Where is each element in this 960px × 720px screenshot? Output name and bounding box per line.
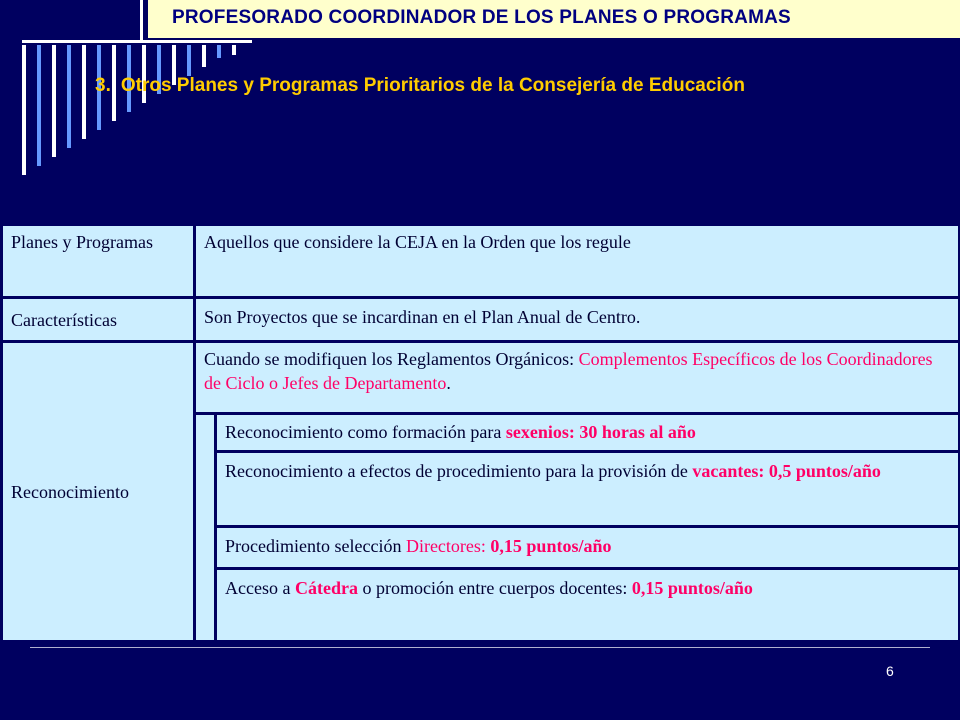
value-caracteristicas: Son Proyectos que se incardinan en el Plan Anual de Centro.: [196, 299, 958, 340]
intro-highlight: Complementos Específicos de los Coordinadores de Ciclo o Jefes de Departamento: [204, 349, 933, 393]
label-planes-programas: Planes y Programas: [3, 226, 193, 296]
reconocimiento-item-directores: Procedimiento selección Directores: 0,15 puntos/año: [217, 528, 958, 567]
footer-divider: [30, 647, 930, 648]
stripe: [82, 45, 86, 139]
stripe-vertical-bar: [140, 0, 143, 40]
stripe: [52, 45, 56, 157]
label-caracteristicas: Características: [3, 299, 193, 340]
reconocimiento-item-vacantes: Reconocimiento a efectos de procedimiento para la provisión de vacantes: 0,5 puntos/año: [217, 453, 958, 525]
stripe: [217, 45, 221, 58]
stripe: [187, 45, 191, 76]
page-header-title: PROFESORADO COORDINADOR DE LOS PLANES O PROGRAMAS: [172, 7, 791, 28]
stripe: [22, 45, 26, 175]
stripe: [67, 45, 71, 148]
section-number: 3.: [95, 75, 111, 96]
page-number: 6: [886, 663, 894, 679]
reconocimiento-spacer: [196, 415, 214, 640]
value-planes-programas: Aquellos que considere la CEJA en la Orden que los regule: [196, 226, 958, 296]
stripe: [232, 45, 236, 55]
stripe-top-bar: [22, 40, 252, 43]
reconocimiento-item-catedra: Acceso a Cátedra o promoción entre cuerpos docentes: 0,15 puntos/año: [217, 570, 958, 640]
section-title: Otros Planes y Programas Prioritarios de la Consejería de Educación: [120, 75, 745, 96]
stripe: [202, 45, 206, 67]
stripe: [37, 45, 41, 166]
reconocimiento-item-sexenios: Reconocimiento como formación para sexenios: 30 horas al año: [217, 415, 958, 450]
reconocimiento-intro: Cuando se modifiquen los Reglamentos Orgánicos: Complementos Específicos de los Coordinadores de Ciclo o Jefes de Departamento.: [196, 343, 958, 412]
section-subtitle: [95, 75, 745, 97]
label-reconocimiento: Reconocimiento: [3, 343, 193, 640]
